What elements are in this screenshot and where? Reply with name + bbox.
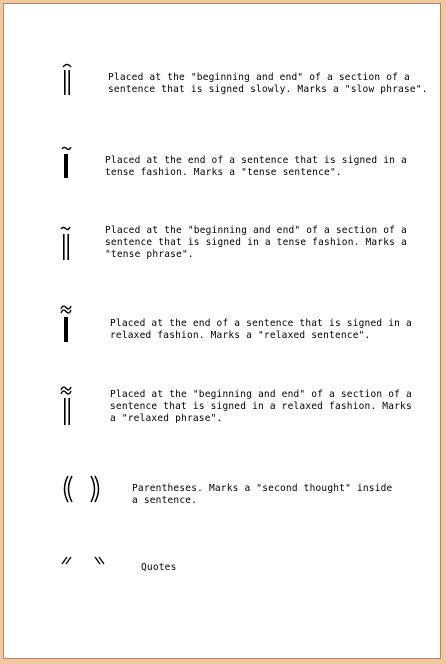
parentheses-description — [132, 483, 392, 507]
description-line: sentence that is signed in a tense fashion. Marks a — [105, 237, 407, 248]
description-line: relaxed fashion. Marks a "relaxed sentence". — [110, 330, 371, 341]
relaxed-sentence-description — [110, 318, 412, 342]
tense-phrase-symbol — [59, 224, 75, 262]
description-line: Placed at the "beginning and end" of a section of a — [108, 72, 410, 83]
parentheses-symbol — [60, 474, 104, 504]
description-line: sentence that is signed slowly. Marks a "slow phrase". — [108, 84, 428, 95]
tense-sentence-description — [105, 155, 407, 179]
relaxed-phrase-description — [110, 389, 412, 425]
description-line: tense fashion. Marks a "tense sentence". — [105, 167, 342, 178]
description-line: Quotes — [141, 562, 177, 573]
description-line: a sentence. — [132, 495, 198, 506]
quotes-symbol — [60, 554, 110, 568]
tense-phrase-description — [105, 225, 407, 261]
description-line: Placed at the end of a sentence that is signed in a — [105, 155, 407, 166]
description-line: Placed at the end of a sentence that is signed in a — [110, 318, 412, 329]
description-line: Placed at the "beginning and end" of a section of a — [105, 225, 407, 236]
slow-phrase-symbol — [60, 61, 76, 97]
relaxed-phrase-symbol — [59, 383, 77, 427]
description-line: sentence that is signed in a relaxed fashion. Marks — [110, 401, 412, 412]
tense-sentence-symbol — [60, 144, 76, 180]
quotes-description — [141, 562, 177, 574]
relaxed-sentence-symbol — [59, 302, 77, 344]
slow-phrase-description — [108, 72, 428, 96]
description-line: Placed at the "beginning and end" of a section of a — [110, 389, 412, 400]
description-line: Parentheses. Marks a "second thought" inside — [132, 483, 393, 494]
description-line: "tense phrase". — [105, 249, 194, 260]
notation-page — [3, 3, 441, 659]
description-line: a "relaxed phrase". — [110, 413, 223, 424]
